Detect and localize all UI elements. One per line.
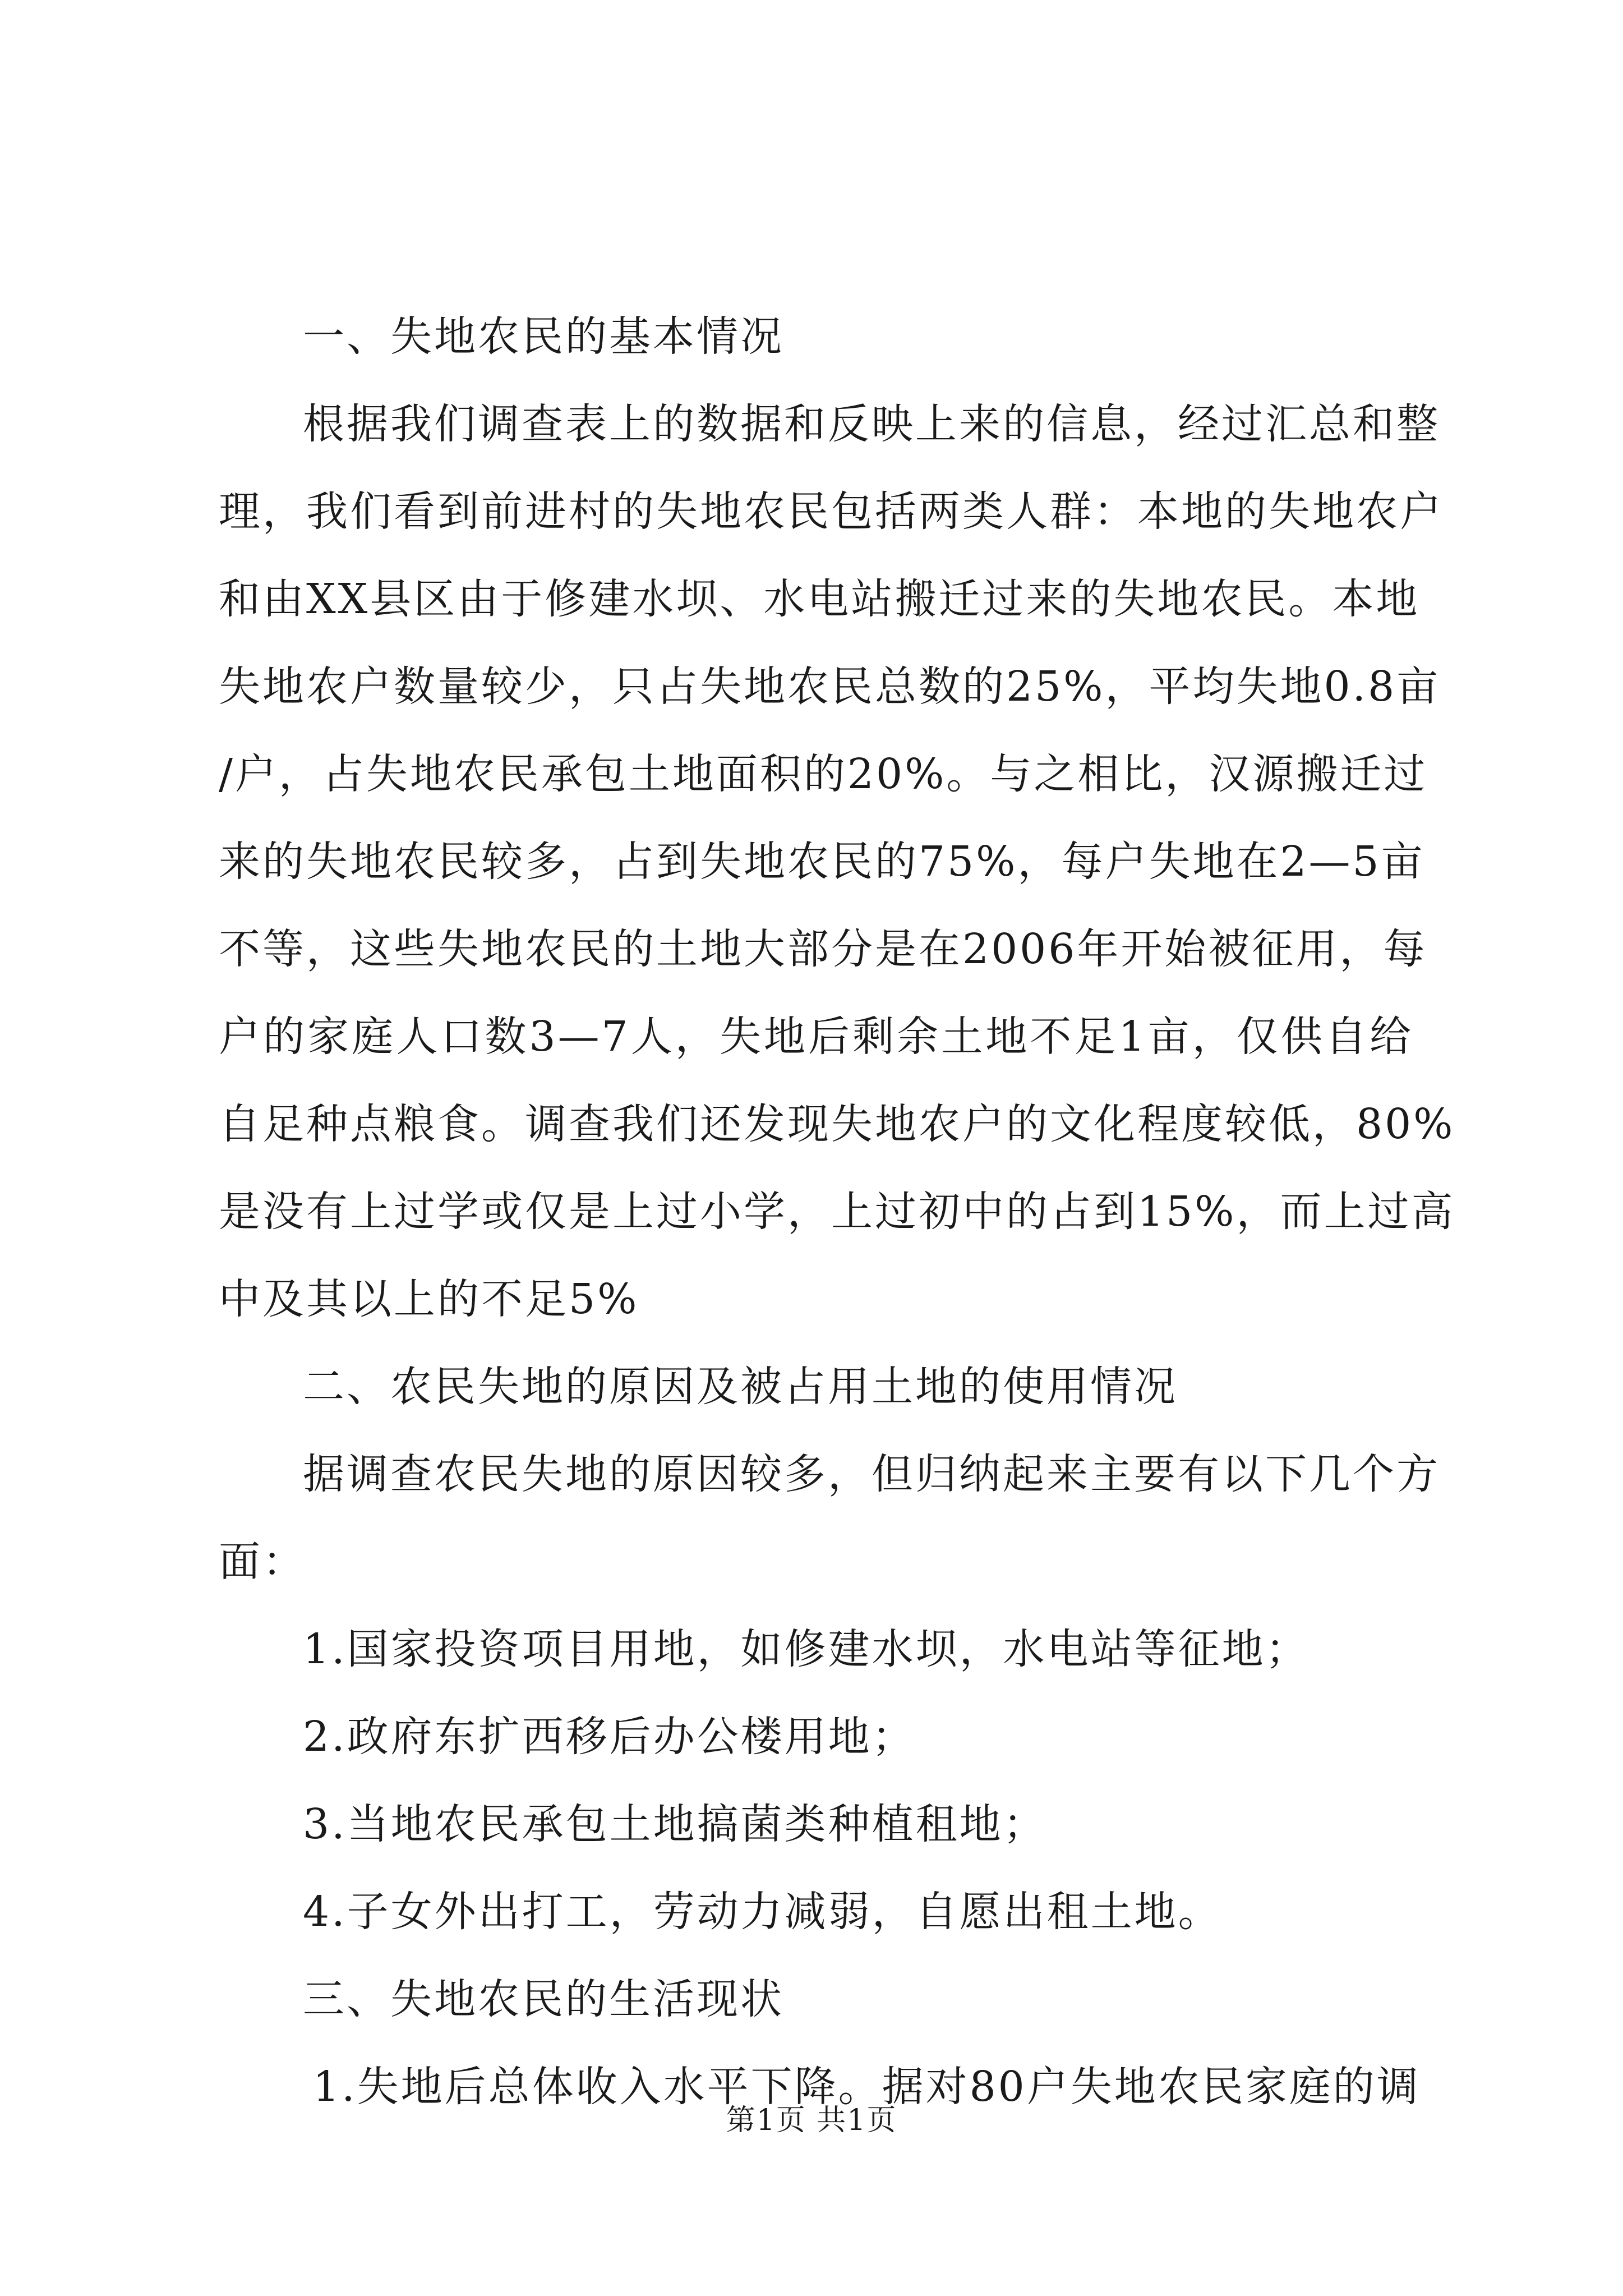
paragraph-line: 是没有上过学或仅是上过小学，上过初中的占到15%，而上过高 bbox=[219, 1188, 1455, 1236]
paragraph-line: /户，占失地农民承包土地面积的20%。与之相比，汉源搬迁过 bbox=[219, 750, 1428, 798]
list-item: 4.子女外出打工，劳动力减弱，自愿出租土地。 bbox=[303, 1888, 1222, 1936]
paragraph-line: 户的家庭人口数3—7人，失地后剩余土地不足1亩，仅供自给 bbox=[219, 1013, 1413, 1061]
list-item: 3.当地农民承包土地搞菌类种植租地； bbox=[303, 1800, 1047, 1848]
list-item: 2.政府东扩西移后办公楼用地； bbox=[303, 1713, 916, 1761]
paragraph-line: 中及其以上的不足5% bbox=[219, 1275, 639, 1323]
section-heading-3: 三、失地农民的生活现状 bbox=[303, 1975, 784, 2023]
paragraph-line: 来的失地农民较多，占到失地农民的75%，每户失地在2—5亩 bbox=[219, 838, 1425, 886]
paragraph-line: 根据我们调查表上的数据和反映上来的信息，经过汇总和整 bbox=[303, 400, 1440, 448]
document-body bbox=[219, 293, 1455, 2131]
paragraph-line: 理，我们看到前进村的失地农民包括两类人群：本地的失地农户 bbox=[219, 487, 1444, 536]
paragraph-line: 面： bbox=[219, 1538, 306, 1586]
section-heading-1: 一、失地农民的基本情况 bbox=[303, 312, 784, 361]
list-item: 1.国家投资项目用地，如修建水坝，水电站等征地； bbox=[303, 1625, 1310, 1673]
paragraph-line: 失地农户数量较少，只占失地农民总数的25%，平均失地0.8亩 bbox=[219, 662, 1441, 711]
paragraph-line: 不等，这些失地农民的土地大部分是在2006年开始被征用，每 bbox=[219, 925, 1427, 973]
section-heading-2: 二、农民失地的原因及被占用土地的使用情况 bbox=[303, 1363, 1178, 1411]
paragraph-line: 1.失地后总体收入水平下降。据对80户失地农民家庭的调 bbox=[313, 2063, 1421, 2111]
page-footer: 第1页 共1页 bbox=[726, 2104, 897, 2137]
paragraph-line: 和由XX县区由于修建水坝、水电站搬迁过来的失地农民。本地 bbox=[219, 575, 1420, 623]
paragraph-line: 据调查农民失地的原因较多，但归纳起来主要有以下几个方 bbox=[303, 1450, 1440, 1498]
paragraph-line: 自足种点粮食。调查我们还发现失地农户的文化程度较低，80% bbox=[219, 1100, 1455, 1148]
